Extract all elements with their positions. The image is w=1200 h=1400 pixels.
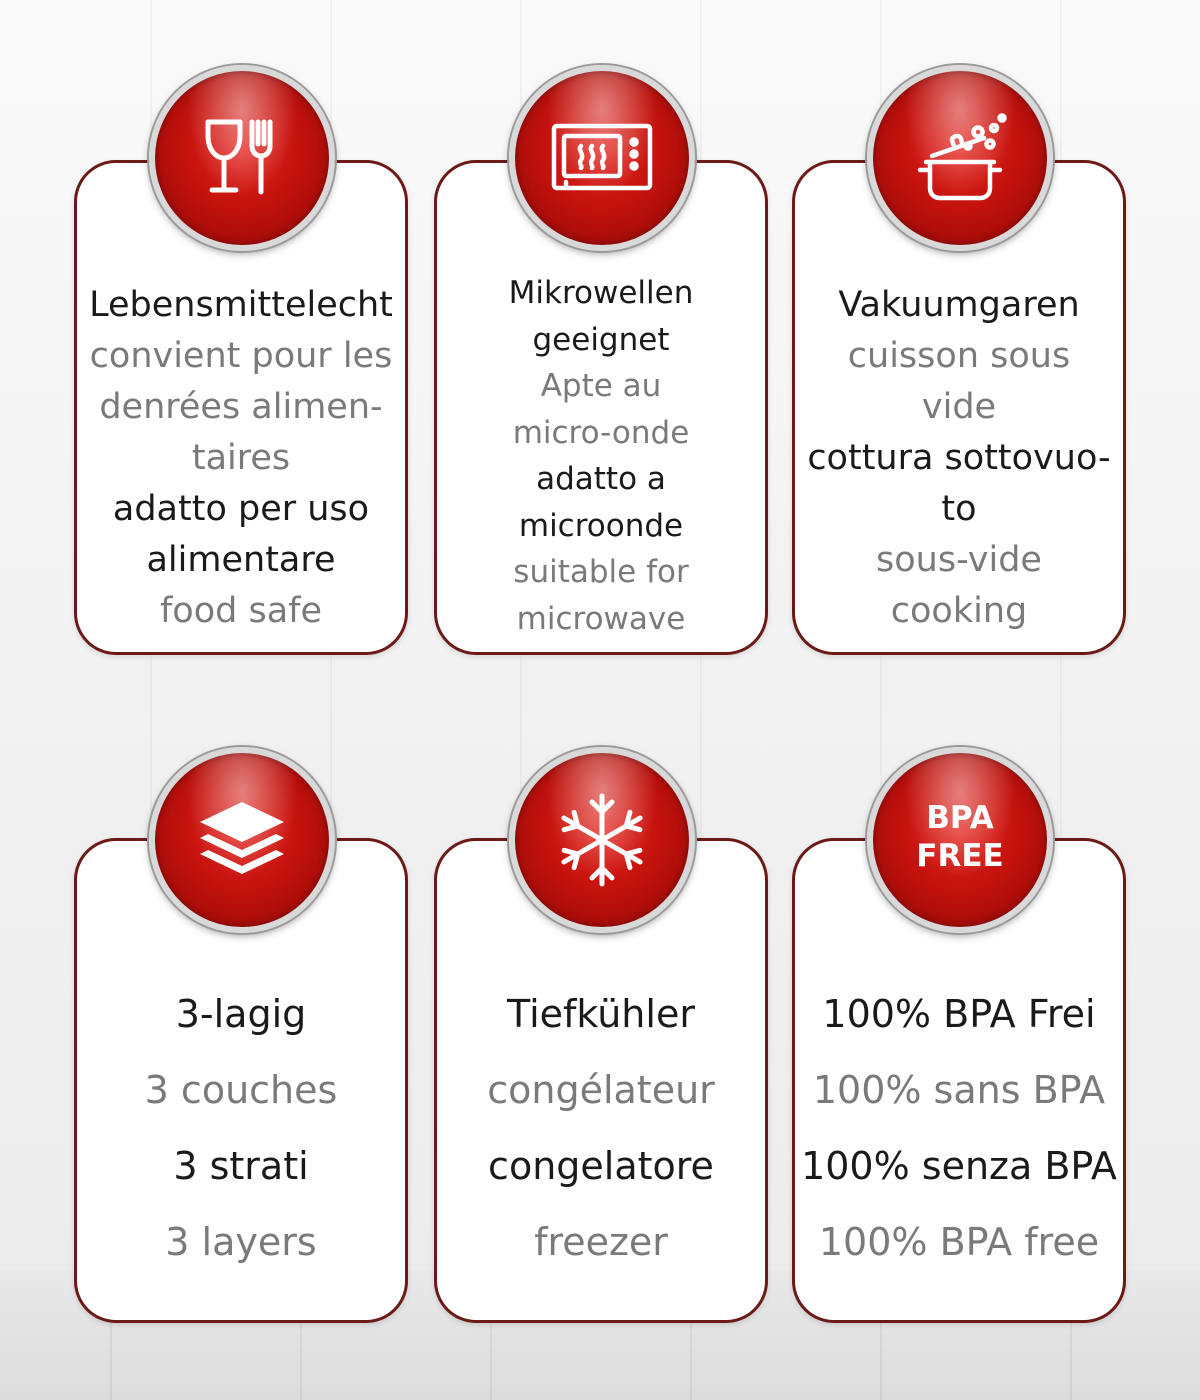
feature-line: adatto a xyxy=(536,461,666,497)
feature-line: cooking xyxy=(890,591,1028,631)
food-safe-glass-fork-icon xyxy=(194,110,290,206)
feature-line: Vakuumgaren xyxy=(838,285,1080,325)
feature-line: congelatore xyxy=(488,1144,714,1188)
feature-line: geeignet xyxy=(532,321,670,358)
feature-line: cuisson sous xyxy=(847,336,1071,376)
feature-badge-microwave xyxy=(509,65,695,251)
feature-line: 3-lagig xyxy=(175,992,307,1036)
feature-line: denrées alimen- xyxy=(99,387,383,427)
feature-text xyxy=(795,280,1123,637)
feature-line: 100% senza BPA xyxy=(801,1144,1117,1188)
feature-badge-freezer xyxy=(509,747,695,933)
feature-line: 100% BPA free xyxy=(818,1220,1100,1264)
feature-line: taires xyxy=(191,438,291,478)
feature-line: 100% sans BPA xyxy=(812,1068,1106,1112)
feature-text xyxy=(77,280,405,637)
feature-line: 3 strati xyxy=(173,1144,309,1188)
feature-line: suitable for xyxy=(513,554,689,590)
badge-line: BPA xyxy=(926,800,994,836)
feature-line: microonde xyxy=(518,507,684,544)
feature-line: micro-onde xyxy=(512,414,690,451)
feature-line: sous-vide xyxy=(876,540,1042,580)
feature-badge-layers xyxy=(149,747,335,933)
feature-line: Mikrowellen xyxy=(508,275,694,311)
feature-line: to xyxy=(941,489,977,529)
feature-line: vide xyxy=(921,387,997,427)
cooking-pot-icon xyxy=(908,106,1012,210)
feature-line: freezer xyxy=(534,1220,668,1264)
feature-line: congélateur xyxy=(487,1068,715,1112)
badge-line: FREE xyxy=(916,838,1004,874)
feature-badge-bpa-free xyxy=(867,747,1053,933)
feature-line: alimentare xyxy=(146,540,336,580)
feature-line: 3 couches xyxy=(144,1068,338,1112)
bpa-free-badge-icon xyxy=(916,799,1003,875)
microwave-icon xyxy=(550,120,654,196)
feature-line: 100% BPA Frei xyxy=(822,992,1096,1036)
feature-line: convient pour les xyxy=(89,336,393,376)
feature-line: Tiefkühler xyxy=(507,992,695,1036)
feature-text xyxy=(77,976,405,1280)
feature-line: microwave xyxy=(516,600,686,637)
feature-badge-sous-vide xyxy=(867,65,1053,251)
feature-line: food safe xyxy=(159,591,323,631)
feature-badge-food-safe xyxy=(149,65,335,251)
layers-icon xyxy=(192,796,292,884)
feature-line: 3 layers xyxy=(165,1220,317,1264)
feature-line: cottura sottovuo- xyxy=(807,438,1111,478)
snowflake-icon xyxy=(552,790,652,890)
feature-text xyxy=(795,976,1123,1280)
feature-line: Apte au xyxy=(540,368,662,404)
feature-text xyxy=(437,270,765,642)
feature-text xyxy=(437,976,765,1280)
feature-line: Lebensmittelecht xyxy=(89,285,393,325)
feature-line: adatto per uso xyxy=(112,489,370,529)
